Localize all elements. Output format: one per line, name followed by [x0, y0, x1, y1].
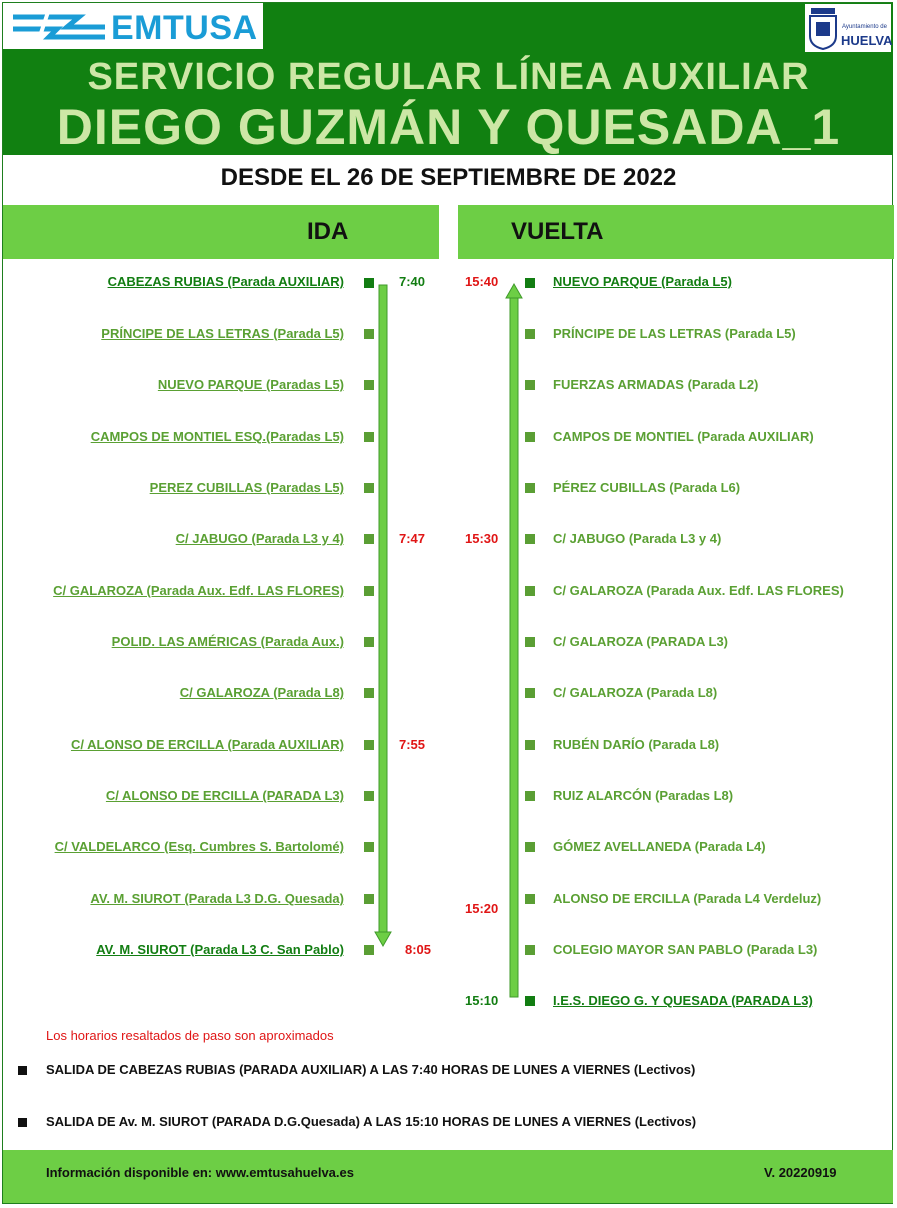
stop-marker [364, 945, 374, 955]
vuelta-stop[interactable]: FUERZAS ARMADAS (Parada L2) [553, 377, 759, 392]
effective-date: DESDE EL 26 DE SEPTIEMBRE DE 2022 [220, 164, 677, 191]
stop-marker [364, 380, 374, 390]
stop-marker [364, 586, 374, 596]
ida-stop[interactable]: PEREZ CUBILLAS (Paradas L5) [149, 480, 344, 495]
vuelta-stop[interactable]: GÓMEZ AVELLANEDA (Parada L4) [553, 839, 766, 854]
ida-stop[interactable]: CABEZAS RUBIAS (Parada AUXILIAR) [107, 274, 344, 289]
vuelta-time: 15:10 [465, 993, 499, 1008]
stop-marker [364, 791, 374, 801]
ida-time: 8:05 [405, 942, 432, 957]
vuelta-stop[interactable]: ALONSO DE ERCILLA (Parada L4 Verdeluz) [553, 891, 822, 906]
stop-marker [525, 894, 535, 904]
vuelta-stop[interactable]: C/ GALAROZA (Parada L8) [553, 685, 718, 700]
stop-marker [525, 483, 535, 493]
approx-times-note: Los horarios resaltados de paso son aproximados [46, 1028, 334, 1043]
emtusa-logo-icon [9, 7, 109, 47]
ida-stop[interactable]: C/ GALAROZA (Parada L8) [179, 685, 344, 700]
vuelta-separator [458, 257, 894, 259]
stop-marker [525, 740, 535, 750]
vuelta-stop[interactable]: PRÍNCIPE DE LAS LETRAS (Parada L5) [553, 326, 796, 341]
ida-separator [3, 257, 439, 259]
stop-marker [525, 586, 535, 596]
stop-marker [525, 637, 535, 647]
stop-marker [364, 842, 374, 852]
ida-stop[interactable]: C/ ALONSO DE ERCILLA (PARADA L3) [105, 788, 344, 803]
huelva-crest [805, 4, 891, 52]
stop-marker [364, 534, 374, 544]
emtusa-logo[interactable] [3, 3, 263, 49]
ida-stop[interactable]: AV. M. SIUROT (Parada L3 C. San Pablo) [96, 942, 344, 957]
stop-marker [525, 329, 535, 339]
vuelta-stop[interactable]: I.E.S. DIEGO G. Y QUESADA (PARADA L3) [553, 993, 813, 1008]
stop-marker [364, 894, 374, 904]
stop-marker [364, 688, 374, 698]
stop-marker [525, 534, 535, 544]
ida-time: 7:40 [399, 274, 426, 289]
logo-text: EMTUSA [111, 9, 258, 47]
stop-marker [525, 996, 535, 1006]
vuelta-stop[interactable]: NUEVO PARQUE (Parada L5) [553, 274, 732, 289]
crest-caption: Ayuntamiento de [842, 24, 887, 30]
departure-note-vuelta: SALIDA DE Av. M. SIUROT (PARADA D.G.Quesada) A LAS 15:10 HORAS DE LUNES A VIERNES (Lectivos) [46, 1114, 697, 1129]
stop-marker [525, 432, 535, 442]
stop-marker [364, 740, 374, 750]
vuelta-stop[interactable]: C/ GALAROZA (PARADA L3) [553, 634, 729, 649]
stop-marker [525, 842, 535, 852]
stop-marker [364, 483, 374, 493]
ida-header-band [3, 205, 439, 257]
stop-marker [525, 278, 535, 288]
ida-stop[interactable]: CAMPOS DE MONTIEL ESQ.(Paradas L5) [90, 429, 344, 444]
stop-marker [525, 688, 535, 698]
bullet-icon [18, 1066, 27, 1075]
stop-marker [525, 791, 535, 801]
ida-stop[interactable]: PRÍNCIPE DE LAS LETRAS (Parada L5) [101, 326, 344, 341]
vuelta-stop[interactable]: C/ JABUGO (Parada L3 y 4) [553, 531, 722, 546]
departure-note-ida: SALIDA DE CABEZAS RUBIAS (PARADA AUXILIAR) A LAS 7:40 HORAS DE LUNES A VIERNES (Lectivos) [46, 1062, 696, 1077]
vuelta-time: 15:30 [465, 531, 499, 546]
ida-stop[interactable]: C/ VALDELARCO (Esq. Cumbres S. Bartolomé) [54, 839, 344, 854]
vuelta-time: 15:40 [465, 274, 499, 289]
stop-marker [364, 329, 374, 339]
ida-stop[interactable]: C/ JABUGO (Parada L3 y 4) [175, 531, 344, 546]
stop-marker [525, 380, 535, 390]
version-label: V. 20220919 [764, 1165, 837, 1180]
vuelta-stop[interactable]: COLEGIO MAYOR SAN PABLO (Parada L3) [553, 942, 818, 957]
vuelta-stop[interactable]: CAMPOS DE MONTIEL (Parada AUXILIAR) [553, 429, 814, 444]
ida-stop[interactable]: NUEVO PARQUE (Paradas L5) [157, 377, 344, 392]
ida-stop[interactable]: POLID. LAS AMÉRICAS (Parada Aux.) [111, 634, 344, 649]
ida-stop[interactable]: C/ ALONSO DE ERCILLA (Parada AUXILIAR) [70, 737, 344, 752]
stop-marker [525, 945, 535, 955]
stop-marker [364, 637, 374, 647]
vuelta-time: 15:20 [465, 901, 499, 916]
ida-label: IDA [307, 218, 349, 245]
line-title: DIEGO GUZMÁN Y QUESADA_1 [56, 99, 841, 155]
vuelta-stop[interactable]: RUBÉN DARÍO (Parada L8) [553, 737, 720, 752]
vuelta-label: VUELTA [511, 218, 604, 245]
crest-city: HUELVA [841, 33, 893, 48]
service-title: SERVICIO REGULAR LÍNEA AUXILIAR [87, 56, 810, 98]
ida-stop[interactable]: AV. M. SIUROT (Parada L3 D.G. Quesada) [90, 891, 344, 906]
vuelta-stop[interactable]: PÉREZ CUBILLAS (Parada L6) [553, 480, 741, 495]
vuelta-stop[interactable]: C/ GALAROZA (Parada Aux. Edf. LAS FLORES) [553, 583, 844, 598]
bullet-icon [18, 1118, 27, 1127]
shield-icon [807, 6, 839, 50]
stop-marker [364, 278, 374, 288]
ida-time: 7:55 [399, 737, 426, 752]
ida-stop[interactable]: C/ GALAROZA (Parada Aux. Edf. LAS FLORES) [53, 583, 344, 598]
stop-marker [364, 432, 374, 442]
vuelta-stop[interactable]: RUIZ ALARCÓN (Paradas L8) [553, 788, 734, 803]
footer-info-link[interactable]: Información disponible en: www.emtusahuelva.es [46, 1165, 354, 1180]
ida-time: 7:47 [399, 531, 426, 546]
